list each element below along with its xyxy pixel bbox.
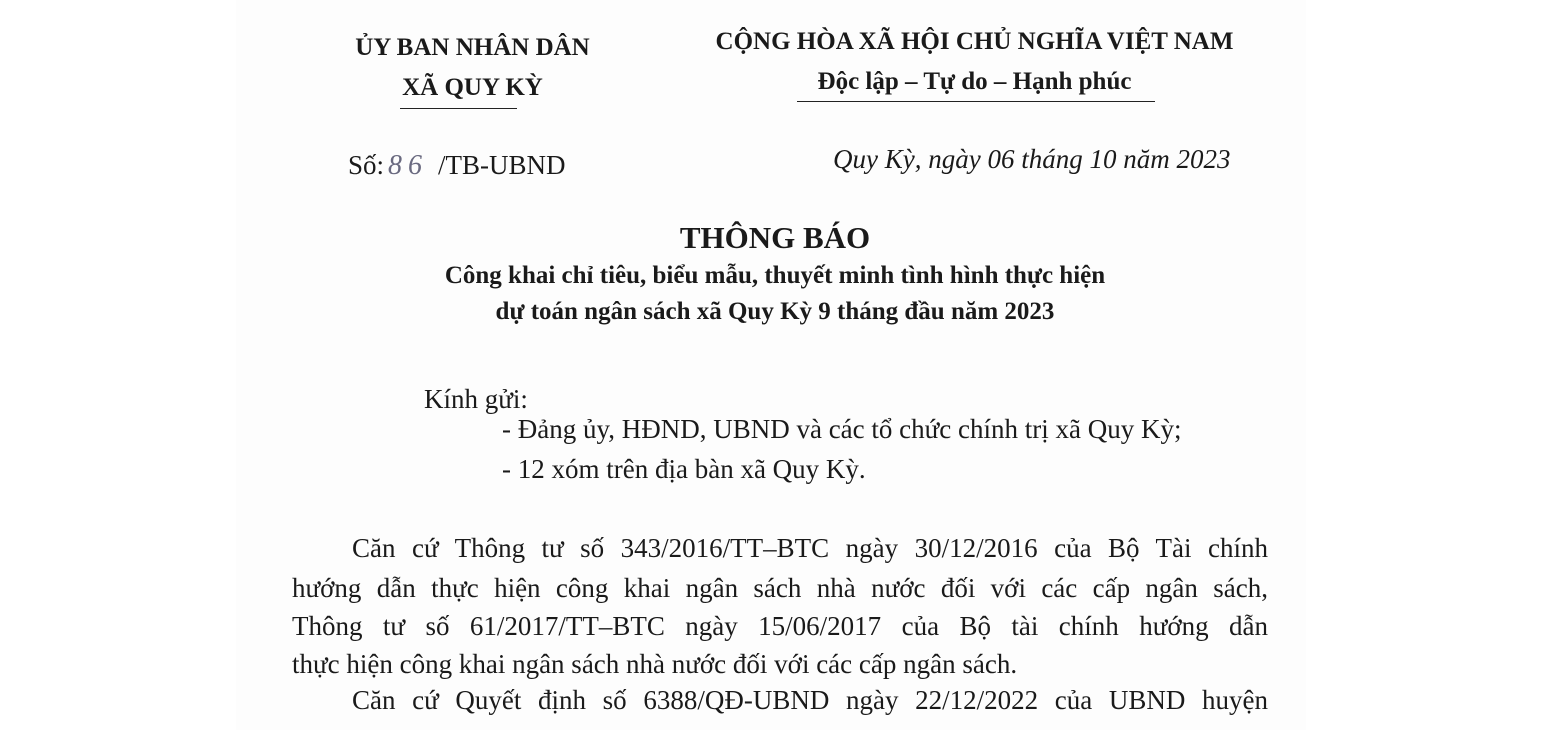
national-title: CỘNG HÒA XÃ HỘI CHỦ NGHĨA VIỆT NAM bbox=[715, 28, 1234, 55]
issuer-line-2: XÃ QUY KỲ bbox=[402, 74, 543, 101]
document-number-prefix: Số: bbox=[348, 150, 385, 180]
greeting: Kính gửi: bbox=[424, 384, 528, 414]
document-number bbox=[348, 150, 566, 182]
body-line: Căn cứ Quyết định số 6388/QĐ-UBND ngày 22/12/2022 của UBND huyện bbox=[352, 685, 1268, 715]
place-and-date: Quy Kỳ, ngày 06 tháng 10 năm 2023 bbox=[833, 144, 1231, 174]
motto-underline bbox=[797, 101, 1155, 102]
issuer-underline bbox=[400, 108, 517, 109]
document-title: THÔNG BÁO bbox=[679, 220, 871, 255]
document-subtitle-line-1: Công khai chỉ tiêu, biểu mẫu, thuyết minh tình hình thực hiện bbox=[444, 262, 1106, 289]
recipient-item: - 12 xóm trên địa bàn xã Quy Kỳ. bbox=[502, 454, 866, 484]
body-line: Căn cứ Thông tư số 343/2016/TT–BTC ngày 30/12/2016 của Bộ Tài chính bbox=[352, 533, 1268, 563]
document-subtitle-line-2: dự toán ngân sách xã Quy Kỳ 9 tháng đầu năm 2023 bbox=[495, 298, 1055, 325]
body-line: hướng dẫn thực hiện công khai ngân sách nhà nước đối với các cấp ngân sách, bbox=[292, 573, 1268, 603]
document-number-handwritten: 86 bbox=[388, 150, 429, 181]
document-number-suffix: /TB-UBND bbox=[438, 150, 566, 180]
recipient-item: - Đảng ủy, HĐND, UBND và các tổ chức chính trị xã Quy Kỳ; bbox=[502, 414, 1182, 444]
body-line: Thông tư số 61/2017/TT–BTC ngày 15/06/2017 của Bộ tài chính hướng dẫn bbox=[292, 611, 1268, 641]
body-line: thực hiện công khai ngân sách nhà nước đối với các cấp ngân sách. bbox=[292, 649, 1018, 679]
national-motto: Độc lập – Tự do – Hạnh phúc bbox=[817, 68, 1132, 95]
issuer-line-1: ỦY BAN NHÂN DÂN bbox=[355, 34, 590, 61]
